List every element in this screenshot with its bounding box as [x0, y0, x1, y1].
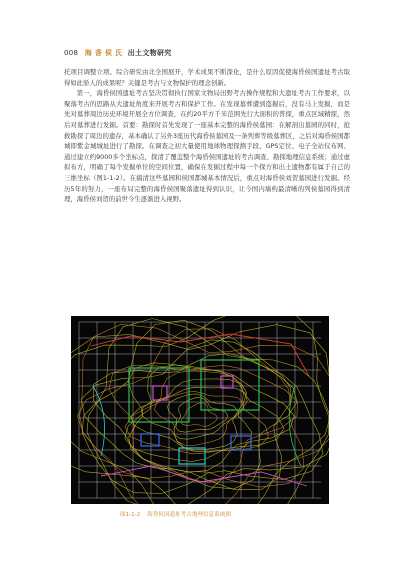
header-subtitle: 出土文物研究	[127, 49, 172, 57]
body-text	[64, 67, 350, 205]
series-title: 海 香 侯 氏	[84, 49, 123, 57]
figure-number: 图1-1-2	[120, 512, 141, 518]
page-number: 008	[64, 49, 79, 57]
paragraph: 托项目调整立项。综合研究由北全国展开，学术成果不断深化，是什么原因促使海昏侯国遗址考古取得如此骄人的成果呢？关键是考古与文物保护的理念创新。	[64, 68, 350, 87]
paragraph: 第一，海昏侯国遗址考古坚决贯彻执行国家文物局田野考古操作规程和大遗址考古工作要求，以聚落考古的思路从大遗址角度来开展考古和保护工作。在发现墓葬遭到盗掘后，没有马上发掘，而是先对墓葬周边历史环境开展全方位调查，在约20平方千米范围先行大面积的普探，重点区域精探，然后对墓葬进行发掘。首要：勘探时首先发现了一座基本完整的海昏侯墓园：在解剖出墓园的同时，抢救勘探了周边的遗存，基本确认了另外3座历代海昏侯墓园及一条列葬等级墓葬区，之后对海昏侯国都城即紫金城城址进行了勘探。在调查之初大量使用地球物理探测手段、GPS定位、电子全站仪布网、通过建立约9000多个坐标点，探清了覆盖整个海昏侯国遗址的考古调查、勘探地理信息系统；通过虚拟布方，明确了每个发掘单位的空间位置，确保在发掘过程中每一个探方和出土遗物都有属于自己的三维坐标（图1-1-2）。在搞清这些墓园和侯国都城基本情况后，重点对海昏侯刘贺墓园进行发掘。经历5年的努力，一座布局完整的海昏侯国聚落遗址得到认识，让今国内墙构最清晰的列侯墓园得到清理，海昏侯刘贺的前世今生逐渐进入视野。	[64, 89, 350, 204]
gis-map-figure	[71, 316, 329, 504]
figure-caption-text: 海昏侯国遗址考古地理信息系统图	[147, 512, 232, 518]
figure-caption	[120, 510, 340, 518]
running-header	[64, 48, 172, 58]
gis-map-image	[71, 316, 329, 504]
